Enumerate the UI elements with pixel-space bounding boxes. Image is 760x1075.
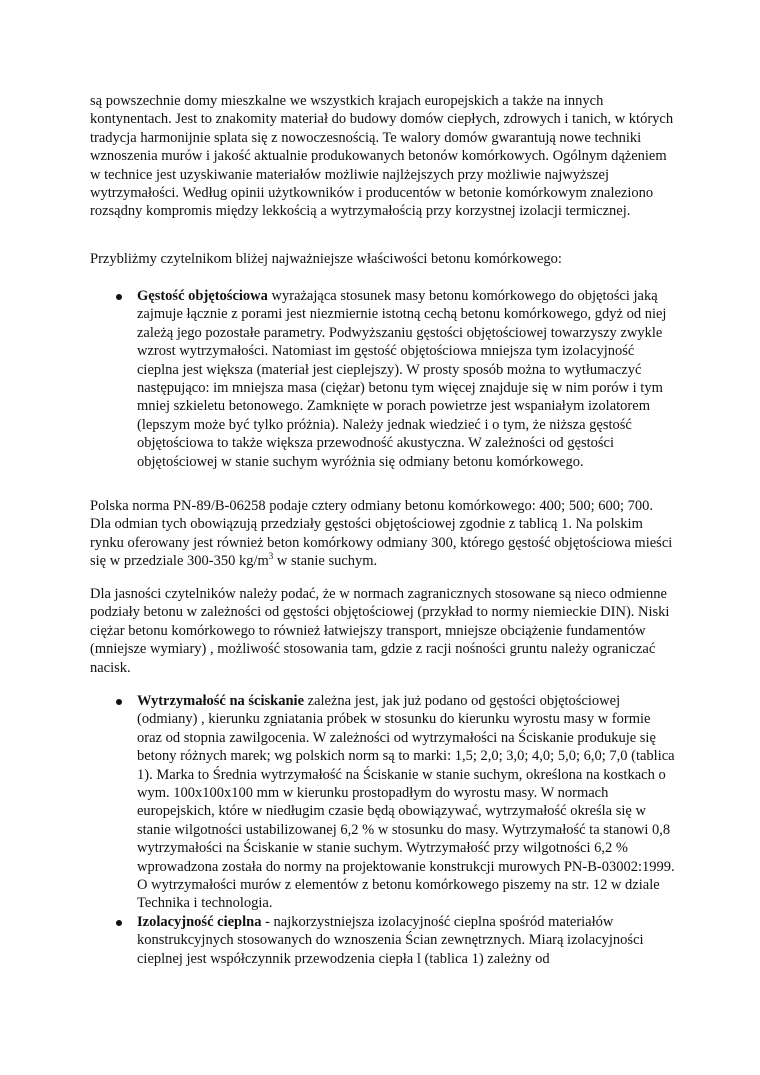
term-strength: Wytrzymałość na ściskanie <box>137 693 305 709</box>
norm-superscript: 3 <box>268 551 274 562</box>
lead-text: Przybliżmy czytelnikom bliżej najważniejsze właściwości betonu komórkowego: <box>90 251 562 267</box>
properties-list-2 <box>90 692 675 968</box>
intro-paragraph <box>90 92 675 221</box>
term-insulation: Izolacyjność cieplna <box>137 913 262 930</box>
text-insulation: - najkorzystniejsza izolacyjność cieplna spośród materiałów konstrukcyjnych stosowanych do wznoszenia Ścian zewnętrznych. Miarą izolacyjności cieplnej jest współczynnik przewodzenia ciepła l (tablica 1) zależny od <box>137 913 644 967</box>
text-strength: zależna jest, jak już podano od gęstości objętościowej (odmiany) , kierunku zgniatania próbek w stosunku do kierunku wyrostu masy w formie oraz od stopnia zawilgocenia. W zależności od wytrzymałości na Ściskanie produkuje się betony różnych marek; wg polskich norm są to marki: 1,5; 2,0; 3,0; 4,0; 5,0; 6,0; 7,0 (tablica 1). Marka to Średnia wytrzymałość na Ściskanie w stanie suchym, określona na kostkach o wym. 100x100x100 mm w kierunku prostopadłym do wyrostu masy. W normach europejskich, które w niedługim czasie będą obowiązywać, wytrzymałość określa się w stanie wilgotności ustabilizowanej 6,2 % w stosunku do masy. Wytrzymałość ta stanowi 0,8 wytrzymałości na Ściskanie w stanie suchym. Wytrzymałość przy wilgotności 6,2 % wprowadzona została do normy na projektowanie konstrukcji murowych PN-B-03002:1999. O wytrzymałości murów z elementów z betonu komórkowego piszemy na str. 12 w dziale Technika i technologia. <box>137 693 675 912</box>
bullet-icon <box>116 920 122 926</box>
foreign-norms-paragraph <box>90 585 675 677</box>
norm-paragraph <box>90 497 675 571</box>
foreign-norms-text: Dla jasności czytelników należy podać, że w normach zagranicznych stosowane są nieco odmienne podziały betonu w zależności od gęstości objętościowej (przykład to normy niemieckie DIN). Niski ciężar betonu komórkowego to również łatwiejszy transport, mniejsze obciążenie fundamentów (mniejsze wymiary) , możliwość stosowania tam, gdzie z racji nośności gruntu należy ograniczać nacisk. <box>90 586 670 676</box>
intro-text: są powszechnie domy mieszkalne we wszystkich krajach europejskich a także na innych kontynentach. Jest to znakomity materiał do budowy domów ciepłych, zdrowych i tanich, w których tradycja harmonijnie splata się z nowoczesnością. Te walory domów gwarantują nowe techniki wznoszenia murów i jakość aktualnie produkowanych betonów komórkowych. Ogólnym dążeniem w technice jest uzyskiwanie materiałów możliwie najlżejszych przy możliwie najwyższej wytrzymałości. Według opinii użytkowników i producentów w betonie komórkowym znaleziono rozsądny kompromis między lekkością a wytrzymałością przy korzystnej izolacji termicznej. <box>90 93 674 220</box>
list-item-density <box>90 287 675 471</box>
text-density: wyrażająca stosunek masy betonu komórkowego do objętości jaką zajmuje łącznie z porami jest niezmiernie istotną cechą betonu komórkowego, gdyż od niej zależą jego pozostałe parametry. Podwyższaniu gęstości objętościowej towarzyszy zwykle wzrost wytrzymałości. Natomiast im gęstość objętościowa mniejsza tym izolacyjność cieplna jest większa (materiał jest cieplejszy). W prosty sposób można to wytłumaczyć następująco: im mniejsza masa (ciężar) betonu tym więcej znajduje się w nim porów i tym mniej szkieletu betonowego. Zamknięte w porach powietrze jest wspaniałym izolatorem (lepszym może być tylko próżnia). Należy jednak wiedzieć i o tym, że niższa gęstość objętościowa to także większa przewodność akustyczna. W zależności od gęstości objętościowej w stanie suchym wyróżnia się odmiany betonu komórkowego. <box>137 288 667 470</box>
lead-paragraph <box>90 250 675 268</box>
norm-text-after: w stanie suchym. <box>273 553 378 570</box>
properties-list-1 <box>90 287 675 471</box>
bullet-icon <box>116 699 122 705</box>
bullet-icon <box>116 294 122 300</box>
term-density: Gęstość objętościowa <box>137 288 268 304</box>
list-item-strength <box>90 692 675 913</box>
norm-text <box>90 497 675 571</box>
norm-text-before: Polska norma PN-89/B-06258 podaje cztery odmiany betonu komórkowego: 400; 500; 600; 700. Dla odmian tych obowiązują przedziały gęstości objętościowej zgodnie z tablicą 1. Na polskim rynku oferowany jest również beton komórkowy odmiany 300, którego gęstość objętościowa mieści się w przedziale 300-350 kg/m <box>90 498 673 570</box>
list-item-insulation <box>90 913 675 968</box>
